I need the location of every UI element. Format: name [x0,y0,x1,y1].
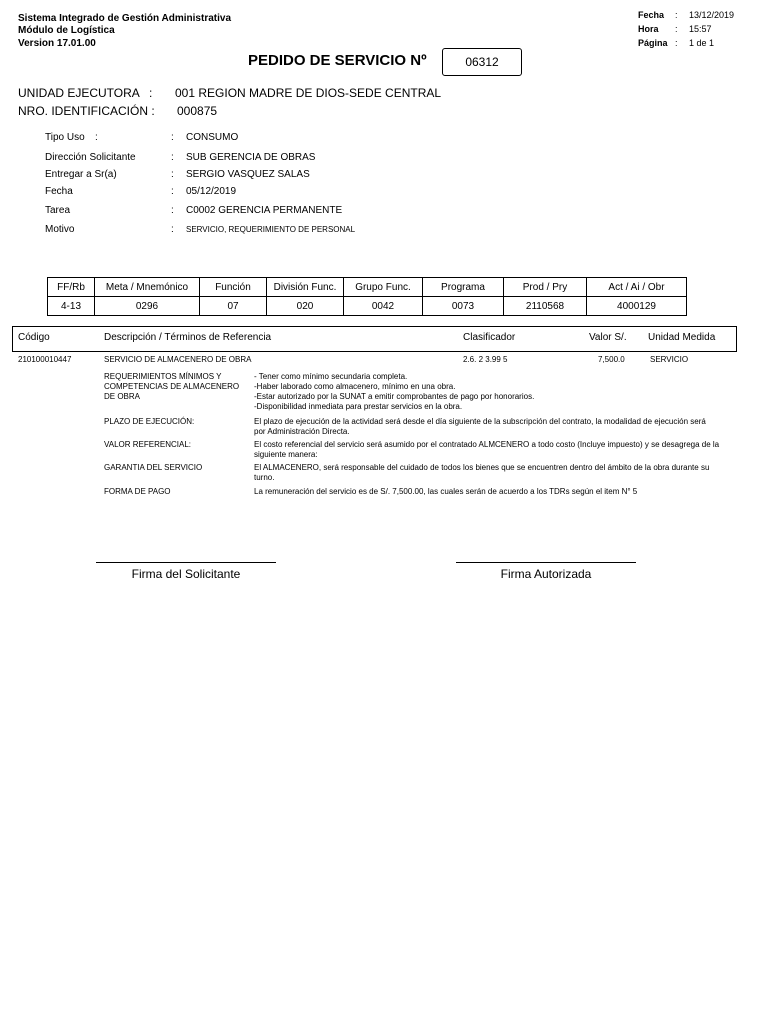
nro-identificacion-label: NRO. IDENTIFICACIÓN : [18,104,155,118]
term-text: El plazo de ejecución de la actividad será desde el día siguiente de la subscripción del contrato, la modalidad de ejecución será por Administración Directa. [254,417,706,436]
budget-table [47,277,687,316]
nro-identificacion-value: 000875 [177,104,218,118]
field-sep: : [171,186,174,197]
version-label: Version 17.01.00 [18,38,96,49]
module-name: Módulo de Logística [18,25,115,36]
term-text: La remuneración del servicio es de S/. 7,500.00, las cuales serán de acuerdo a los TDRs según el item N° 5 [254,487,638,496]
meta-sep: : [675,10,678,20]
budget-header-cell: Meta / Mnemónico [95,278,200,297]
budget-value-cell: 2110568 [504,297,587,316]
field-sep: : [171,224,174,235]
col-codigo: Código [18,332,50,343]
entregar-label: Entregar a Sr(a) [45,169,117,180]
budget-value-cell: 07 [200,297,267,316]
col-descripcion: Descripción / Términos de Referencia [104,332,272,343]
meta-pagina-value: 1 de 1 [689,38,715,48]
field-sep: : [171,205,174,216]
signature-solicitante: Firma del Solicitante [131,567,241,581]
item-descripcion: SERVICIO DE ALMACENERO DE OBRA [104,355,252,364]
meta-fecha-label: Fecha [638,10,665,20]
item-unidad: SERVICIO [650,355,689,364]
tipo-uso-sep: : [95,132,98,143]
direccion-label: Dirección Solicitante [45,152,136,163]
unidad-ejecutora-sep: : [149,86,153,100]
system-name: Sistema Integrado de Gestión Administrativa [18,13,232,24]
term-text: - Tener como mínimo secundaria completa. -Haber laborado como almacenero, mínimo en una obra. -Estar autorizado por la SUNAT a emitir comprobantes de pago por honorarios. -Disponibilidad inmediata para prestar servicios en la obra. [254,372,535,411]
term-text: El costo referencial del servicio será asumido por el contratado ALMCENERO a todo costo (Incluye impuesto) y se desagrega de la siguiente manera: [254,440,720,459]
budget-value-row [48,297,687,316]
col-unidad: Unidad Medida [648,332,716,343]
budget-header-cell: Función [200,278,267,297]
tarea-label: Tarea [45,205,71,216]
budget-header-cell: Programa [423,278,504,297]
budget-value-cell: 4000129 [587,297,687,316]
document-title: PEDIDO DE SERVICIO Nº [248,52,427,69]
term-text: El ALMACENERO, será responsable del cuidado de todos los bienes que se encuentren dentro del ámbito de la obra durante su turno. [254,463,710,482]
budget-header-cell: División Func. [267,278,344,297]
field-sep: : [171,152,174,163]
signature-line-autorizada [456,562,636,563]
budget-value-cell: 0296 [95,297,200,316]
direccion-value: SUB GERENCIA DE OBRAS [186,152,316,163]
col-valor: Valor S/. [589,332,627,343]
item-clasificador: 2.6. 2 3.99 5 [463,355,508,364]
meta-hora-value: 15:57 [689,24,712,34]
budget-value-cell: 0042 [344,297,423,316]
budget-header-row [48,278,687,297]
term-label: GARANTIA DEL SERVICIO [104,463,203,472]
signature-autorizada: Firma Autorizada [500,567,592,581]
budget-header-cell: FF/Rb [48,278,95,297]
term-label: REQUERIMIENTOS MÍNIMOS Y COMPETENCIAS DE ALMACENERO DE OBRA [104,372,240,401]
entregar-value: SERGIO VASQUEZ SALAS [186,169,310,180]
tipo-uso-value: CONSUMO [186,132,239,143]
field-sep: : [171,132,174,143]
signature-line-solicitante [96,562,276,563]
meta-sep: : [675,38,678,48]
item-valor: 7,500.0 [598,355,625,364]
fecha-value: 05/12/2019 [186,186,237,197]
budget-header-cell: Grupo Func. [344,278,423,297]
field-sep: : [171,169,174,180]
budget-value-cell: 4-13 [48,297,95,316]
order-number-box: 06312 [442,48,522,76]
unidad-ejecutora-label: UNIDAD EJECUTORA [18,86,140,100]
items-header [12,326,737,352]
term-label: FORMA DE PAGO [104,487,171,496]
motivo-label: Motivo [45,224,75,235]
unidad-ejecutora-value: 001 REGION MADRE DE DIOS-SEDE CENTRAL [175,86,442,100]
tipo-uso-label: Tipo Uso [45,132,85,143]
col-clasificador: Clasificador [463,332,516,343]
item-codigo: 210100010447 [18,355,72,364]
term-label: VALOR REFERENCIAL: [104,440,191,449]
budget-header-cell: Prod / Pry [504,278,587,297]
motivo-value: SERVICIO, REQUERIMIENTO DE PERSONAL [186,225,356,234]
budget-value-cell: 020 [267,297,344,316]
term-label: PLAZO DE EJECUCIÓN: [104,417,195,426]
meta-sep: : [675,24,678,34]
meta-fecha-value: 13/12/2019 [689,10,735,20]
meta-hora-label: Hora [638,24,659,34]
tarea-value: C0002 GERENCIA PERMANENTE [186,205,343,216]
budget-header-cell: Act / Ai / Obr [587,278,687,297]
budget-value-cell: 0073 [423,297,504,316]
meta-pagina-label: Página [638,38,668,48]
fecha-label: Fecha [45,186,73,197]
